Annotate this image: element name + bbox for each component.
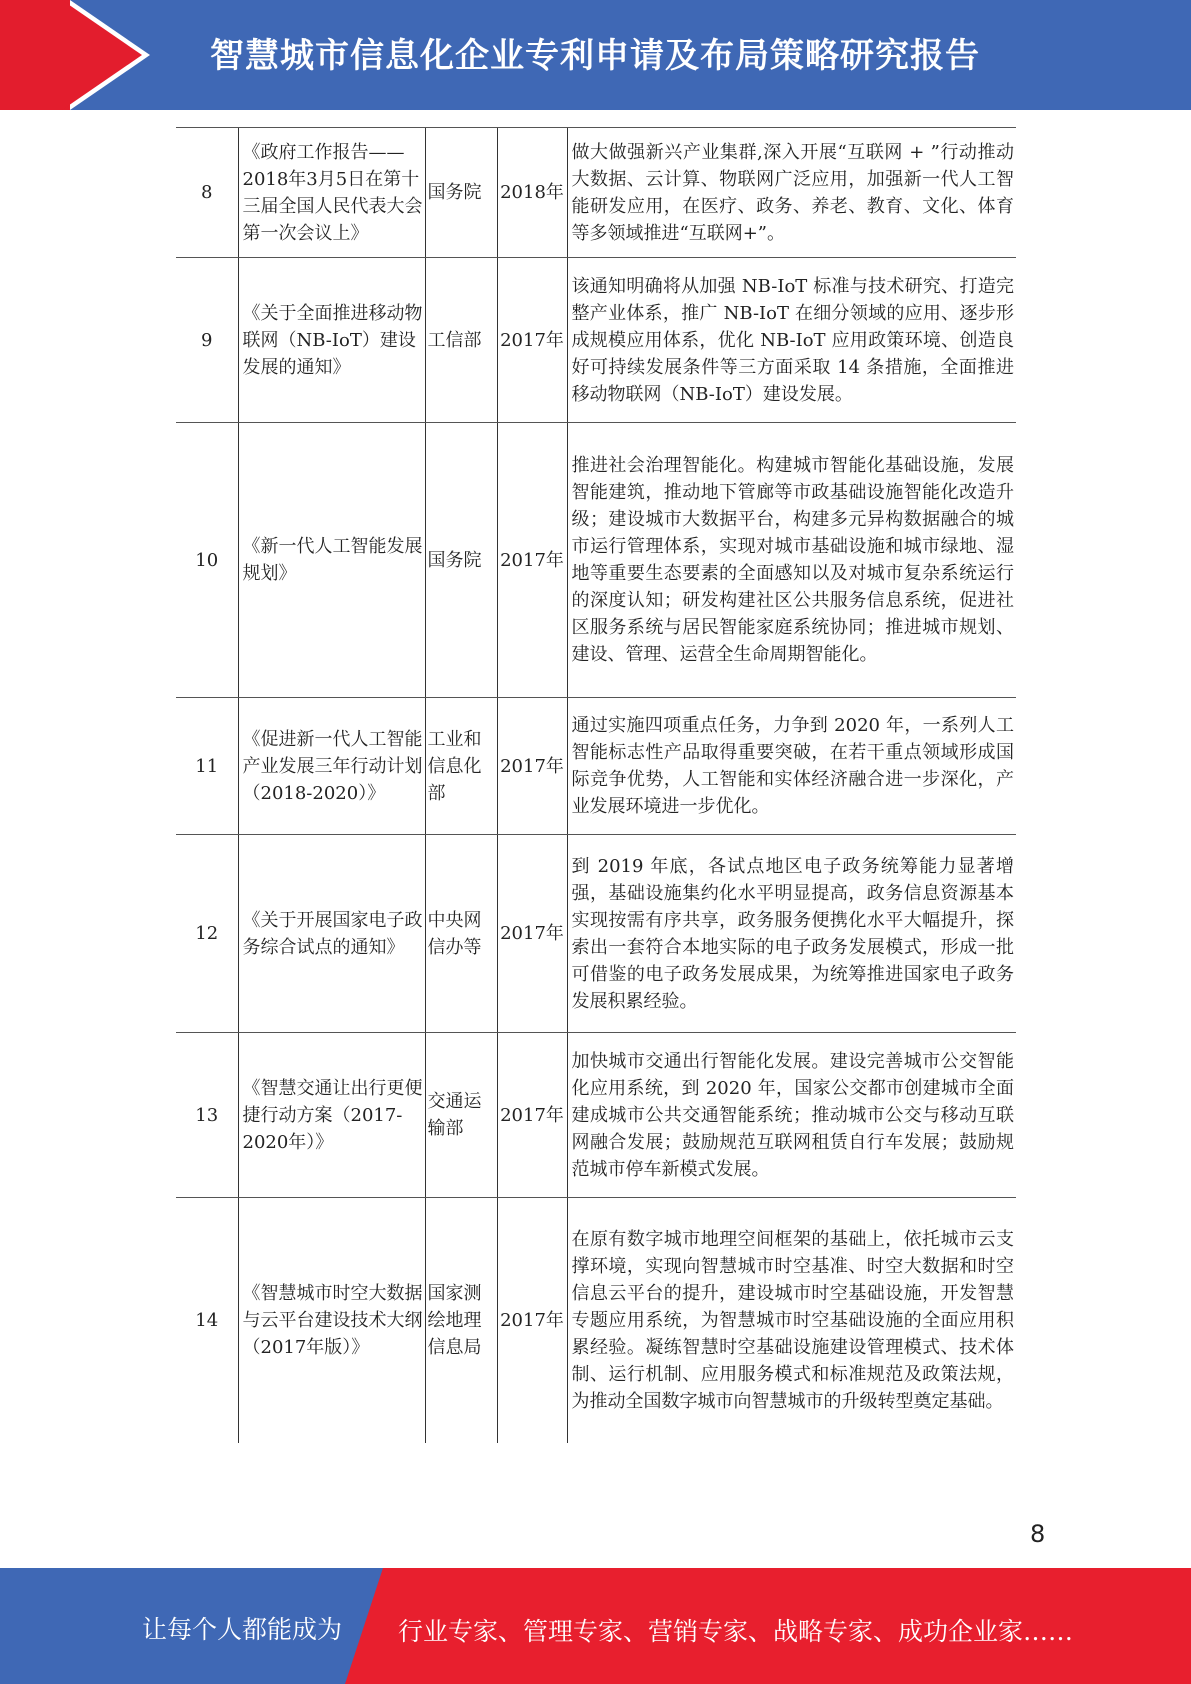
issue-year: 2017年 — [497, 423, 567, 698]
table-row — [176, 1033, 1016, 1198]
table-row — [176, 1198, 1016, 1443]
table-row — [176, 423, 1016, 698]
policy-description: 在原有数字城市地理空间框架的基础上，依托城市云支撑环境，实现向智慧城市时空基准、时空大数据和时空信息云平台的提升，建设城市时空基础设施，开发智慧专题应用系统，为智慧城市时空基础设施的全面应用积累经验。凝练智慧时空基础设施建设管理模式、技术体制、运行机制、应用服务模式和标准规范及政策法规，为推动全国数字城市向智慧城市的升级转型奠定基础。 — [567, 1198, 1016, 1443]
page-footer — [0, 1568, 1191, 1684]
issue-year: 2017年 — [497, 1198, 567, 1443]
issuing-org: 中央网信办等 — [425, 835, 497, 1033]
issuing-org: 交通运输部 — [425, 1033, 497, 1198]
row-index: 14 — [176, 1198, 238, 1443]
issuing-org: 工业和信息化部 — [425, 698, 497, 835]
header-chevron-red — [62, 0, 142, 110]
row-index: 9 — [176, 258, 238, 423]
policy-name: 《关于全面推进移动物联网（NB-IoT）建设发展的通知》 — [238, 258, 425, 423]
issue-year: 2017年 — [497, 1033, 567, 1198]
page-header — [0, 0, 1191, 110]
policy-description: 该通知明确将从加强 NB-IoT 标准与技术研究、打造完整产业体系，推广 NB-IoT 在细分领域的应用、逐步形成规模应用体系，优化 NB-IoT 应用政策环境、创造良好可持续发展条件等三方面采取 14 条措施，全面推进移动物联网（NB-IoT）建设发展。 — [567, 258, 1016, 423]
issue-year: 2017年 — [497, 698, 567, 835]
issue-year: 2017年 — [497, 835, 567, 1033]
policy-name: 《关于开展国家电子政务综合试点的通知》 — [238, 835, 425, 1033]
issuing-org: 国务院 — [425, 423, 497, 698]
policy-description: 通过实施四项重点任务，力争到 2020 年，一系列人工智能标志性产品取得重要突破，在若干重点领域形成国际竞争优势，人工智能和实体经济融合进一步深化，产业发展环境进一步优化。 — [567, 698, 1016, 835]
issuing-org: 工信部 — [425, 258, 497, 423]
policy-table — [176, 127, 1016, 1443]
footer-blue-slant — [345, 1568, 383, 1684]
issuing-org: 国家测绘地理信息局 — [425, 1198, 497, 1443]
page-number: 8 — [1030, 1520, 1046, 1548]
report-title: 智慧城市信息化企业专利申请及布局策略研究报告 — [210, 36, 980, 76]
table-row — [176, 698, 1016, 835]
issuing-org: 国务院 — [425, 128, 497, 258]
table-row — [176, 258, 1016, 423]
policy-name: 《智慧城市时空大数据与云平台建设技术大纲（2017年版）》 — [238, 1198, 425, 1443]
table-row — [176, 128, 1016, 258]
policy-description: 做大做强新兴产业集群,深入开展“互联网 + ”行动推动大数据、云计算、物联网广泛应用，加强新一代人工智能研发应用，在医疗、政务、养老、教育、文化、体育等多领域推进“互联网+”。 — [567, 128, 1016, 258]
row-index: 12 — [176, 835, 238, 1033]
policy-name: 《促进新一代人工智能产业发展三年行动计划（2018-2020）》 — [238, 698, 425, 835]
policy-name: 《智慧交通让出行更便捷行动方案（2017-2020年）》 — [238, 1033, 425, 1198]
table-row — [176, 835, 1016, 1033]
issue-year: 2017年 — [497, 258, 567, 423]
policy-name: 《新一代人工智能发展规划》 — [238, 423, 425, 698]
footer-slogan-right: 行业专家、管理专家、营销专家、战略专家、成功企业家…… — [398, 1617, 1074, 1646]
policy-description: 到 2019 年底，各试点地区电子政务统筹能力显著增强，基础设施集约化水平明显提高，政务信息资源基本实现按需有序共享，政务服务便携化水平大幅提升，探索出一套符合本地实际的电子政务发展模式，形成一批可借鉴的电子政务发展成果，为统筹推进国家电子政务发展积累经验。 — [567, 835, 1016, 1033]
row-index: 8 — [176, 128, 238, 258]
footer-slogan-left: 让每个人都能成为 — [142, 1615, 343, 1644]
row-index: 10 — [176, 423, 238, 698]
row-index: 13 — [176, 1033, 238, 1198]
policy-name: 《政府工作报告——2018年3月5日在第十三届全国人民代表大会第一次会议上》 — [238, 128, 425, 258]
policy-description: 推进社会治理智能化。构建城市智能化基础设施，发展智能建筑，推动地下管廊等市政基础设施智能化改造升级；建设城市大数据平台，构建多元异构数据融合的城市运行管理体系，实现对城市基础设施和城市绿地、湿地等重要生态要素的全面感知以及对城市复杂系统运行的深度认知；研发构建社区公共服务信息系统，促进社区服务系统与居民智能家庭系统协同；推进城市规划、建设、管理、运营全生命周期智能化。 — [567, 423, 1016, 698]
row-index: 11 — [176, 698, 238, 835]
issue-year: 2018年 — [497, 128, 567, 258]
policy-description: 加快城市交通出行智能化发展。建设完善城市公交智能化应用系统，到 2020 年，国家公交都市创建城市全面建成城市公共交通智能系统；推动城市公交与移动互联网融合发展；鼓励规范互联网租赁自行车发展；鼓励规范城市停车新模式发展。 — [567, 1033, 1016, 1198]
